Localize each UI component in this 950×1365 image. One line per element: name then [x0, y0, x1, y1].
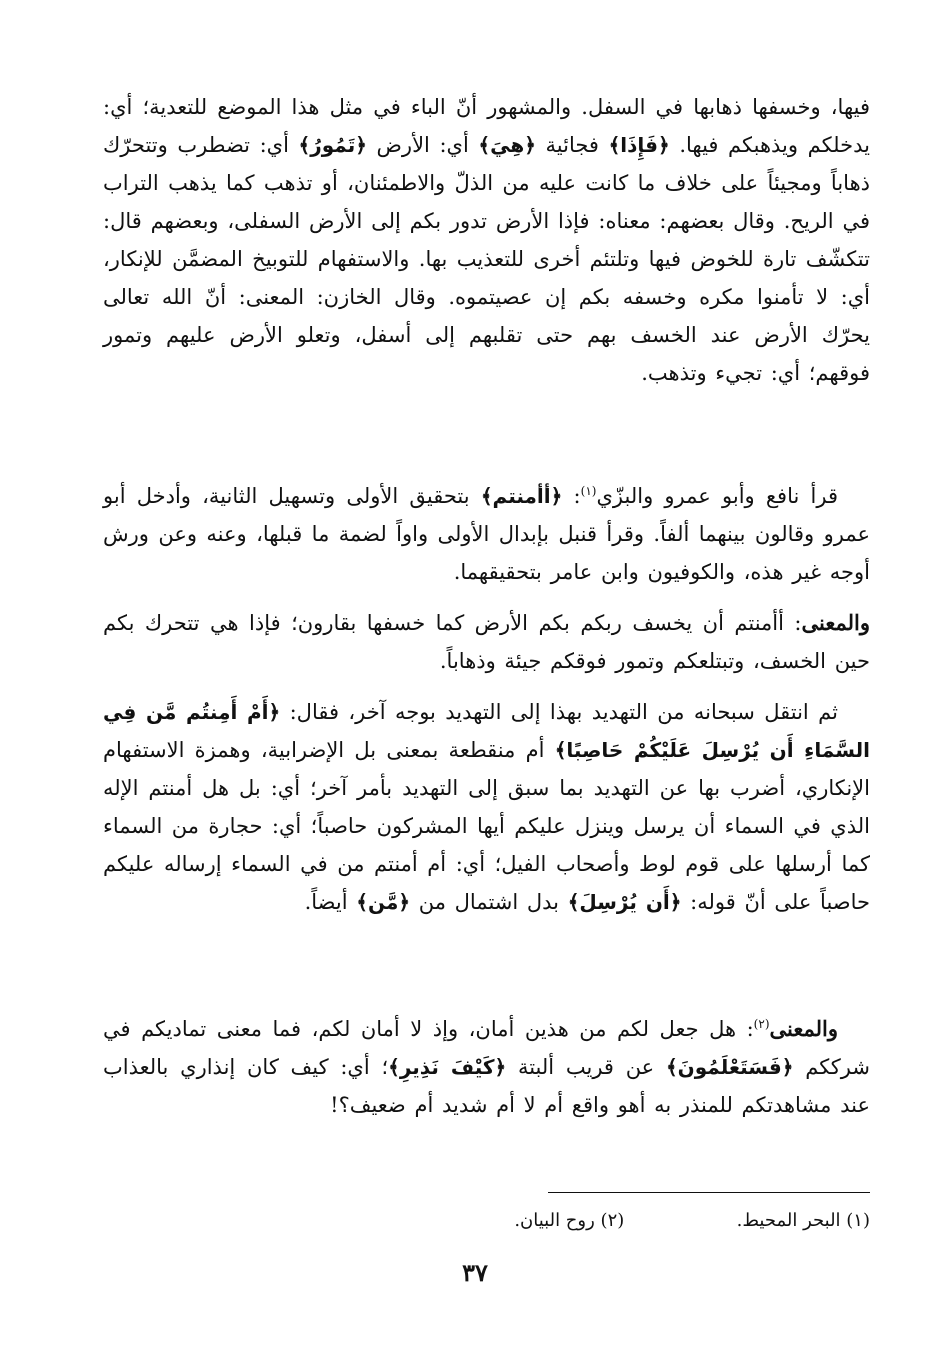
text-run: فجائية — [535, 133, 609, 157]
quran-quote: ﴿مَّن﴾ — [356, 890, 411, 914]
footnotes — [103, 1207, 870, 1235]
main-text — [103, 88, 870, 1124]
paragraph-4 — [103, 693, 870, 997]
text-run: أيضاً. — [304, 890, 357, 914]
text-run: بدل اشتمال من — [410, 890, 568, 914]
text-run: عن قريب ألبتة — [506, 1055, 666, 1079]
text-run: ثم انتقل سبحانه من التهديد بهذا إلى التهديد بوجه آخر، فقال: — [280, 700, 838, 724]
quran-quote: ﴿فَإِذَا﴾ — [608, 133, 670, 157]
footnote-marker: (١) — [580, 484, 597, 498]
quran-quote: ﴿أأمنتم﴾ — [480, 484, 563, 508]
text-run: قرأ نافع وأبو عمرو والبزّي — [596, 484, 838, 508]
quran-quote: ﴿فَسَتَعْلَمُونَ﴾ — [665, 1055, 794, 1079]
text-run: أي: تضطرب وتتحرّك ذهاباً ومجيئاً على خلاف ما كانت عليه من الذلّ والاطمئنان، أو تذهب كما يذهب التراب في الريح. وقال بعضهم: معناه: فإذا الأرض تدور بكم إلى الأرض السفلى، وبعضهم قال: تتكشّف تارة للخوض فيها وتلتئم أخرى للتعذيب بها. والاستفهام للتوبيخ المضمَّن للإنكار، أي: لا تأمنوا مكره وخسفه بكم إن عصيتموه. وقال الخازن: المعنى: أنّ الله تعالى يحرّك الأرض عند الخسف بهم حتى تقلبهم إلى أسفل، وتعلو الأرض عليهم وتمور فوقهم؛ أي: تجيء وتذهب. — [103, 133, 870, 385]
footnote-marker: (٢) — [753, 1017, 770, 1031]
text-run: أم منقطعة بمعنى بل الإضرابية، وهمزة الاستفهام الإنكاري، أضرب بها عن التهديد بما سبق إلى التهديد بأمر آخر؛ أي: بل هل أمنتم الإله الذي في السماء أن يرسل وينزل عليكم أيها المشركون حاصباً؛ أي: حجارة من السماء كما أرسلها على قوم لوط وأصحاب الفيل؛ أي: أم أمنتم من في السماء إرساله عليكم حاصباً على أنّ قوله: — [103, 738, 870, 914]
bold-term: والمعنى — [769, 1016, 838, 1041]
footnote-1: (١) البحر المحيط. — [736, 1210, 870, 1231]
text-run: بتحقيق الأولى وتسهيل الثانية، وأدخل أبو عمرو وقالون بينهما ألفاً. وقرأ قنبل بإبدال الأولى واواً لضمة ما قبلها، وعنه وعن ورش أوجه غير هذه، والكوفيون وابن عامر بتحقيقهما. — [103, 484, 870, 584]
paragraph-3 — [103, 604, 870, 680]
quran-quote: ﴿تَمُورُ﴾ — [298, 133, 367, 157]
quran-quote: ﴿أَمْ أَمِنتُم مَّن فِي السَّمَاءِ أَن يُرْسِلَ عَلَيْكُمْ حَاصِبًا﴾ — [103, 700, 870, 762]
text-run: : أأمنتم أن يخسف ربكم بكم الأرض كما خسفها بقارون؛ فإذا هي تتحرك بكم حين الخسف، وتبتلعكم وتمور فوقكم جيئة وذهاباً. — [103, 611, 870, 673]
footnote-separator — [548, 1192, 870, 1193]
text-run: أي: الأرض — [366, 133, 479, 157]
quran-quote: ﴿كَيْفَ نَذِيرِ﴾ — [388, 1055, 507, 1079]
paragraph-2 — [103, 477, 870, 591]
quran-quote: ﴿أَن يُرْسِلَ﴾ — [567, 890, 682, 914]
text-run: : — [562, 484, 581, 508]
text-run: ؛ أي: كيف كان إنذاري بالعذاب عند مشاهدتكم للمنذر به أهو واقع أم لا أم شديد أم ضعيف؟! — [103, 1055, 870, 1117]
footnote-2: (٢) روح البيان. — [514, 1210, 625, 1231]
text-run: : هل جعل لكم من هذين أمان، وإذ لا أمان لكم، فما معنى تماديكم في شرككم — [103, 1017, 870, 1079]
quran-quote: ﴿هِيَ﴾ — [478, 133, 536, 157]
text-run: فيها، وخسفها ذهابها في السفل. والمشهور أنّ الباء في مثل هذا الموضع للتعدية؛ أي: يدخلكم ويذهبكم فيها. — [103, 95, 871, 157]
paragraph-1 — [103, 88, 870, 468]
paragraph-5 — [103, 1010, 870, 1124]
bold-term: والمعنى — [801, 610, 870, 635]
page-number: ٣٧ — [462, 1258, 488, 1287]
